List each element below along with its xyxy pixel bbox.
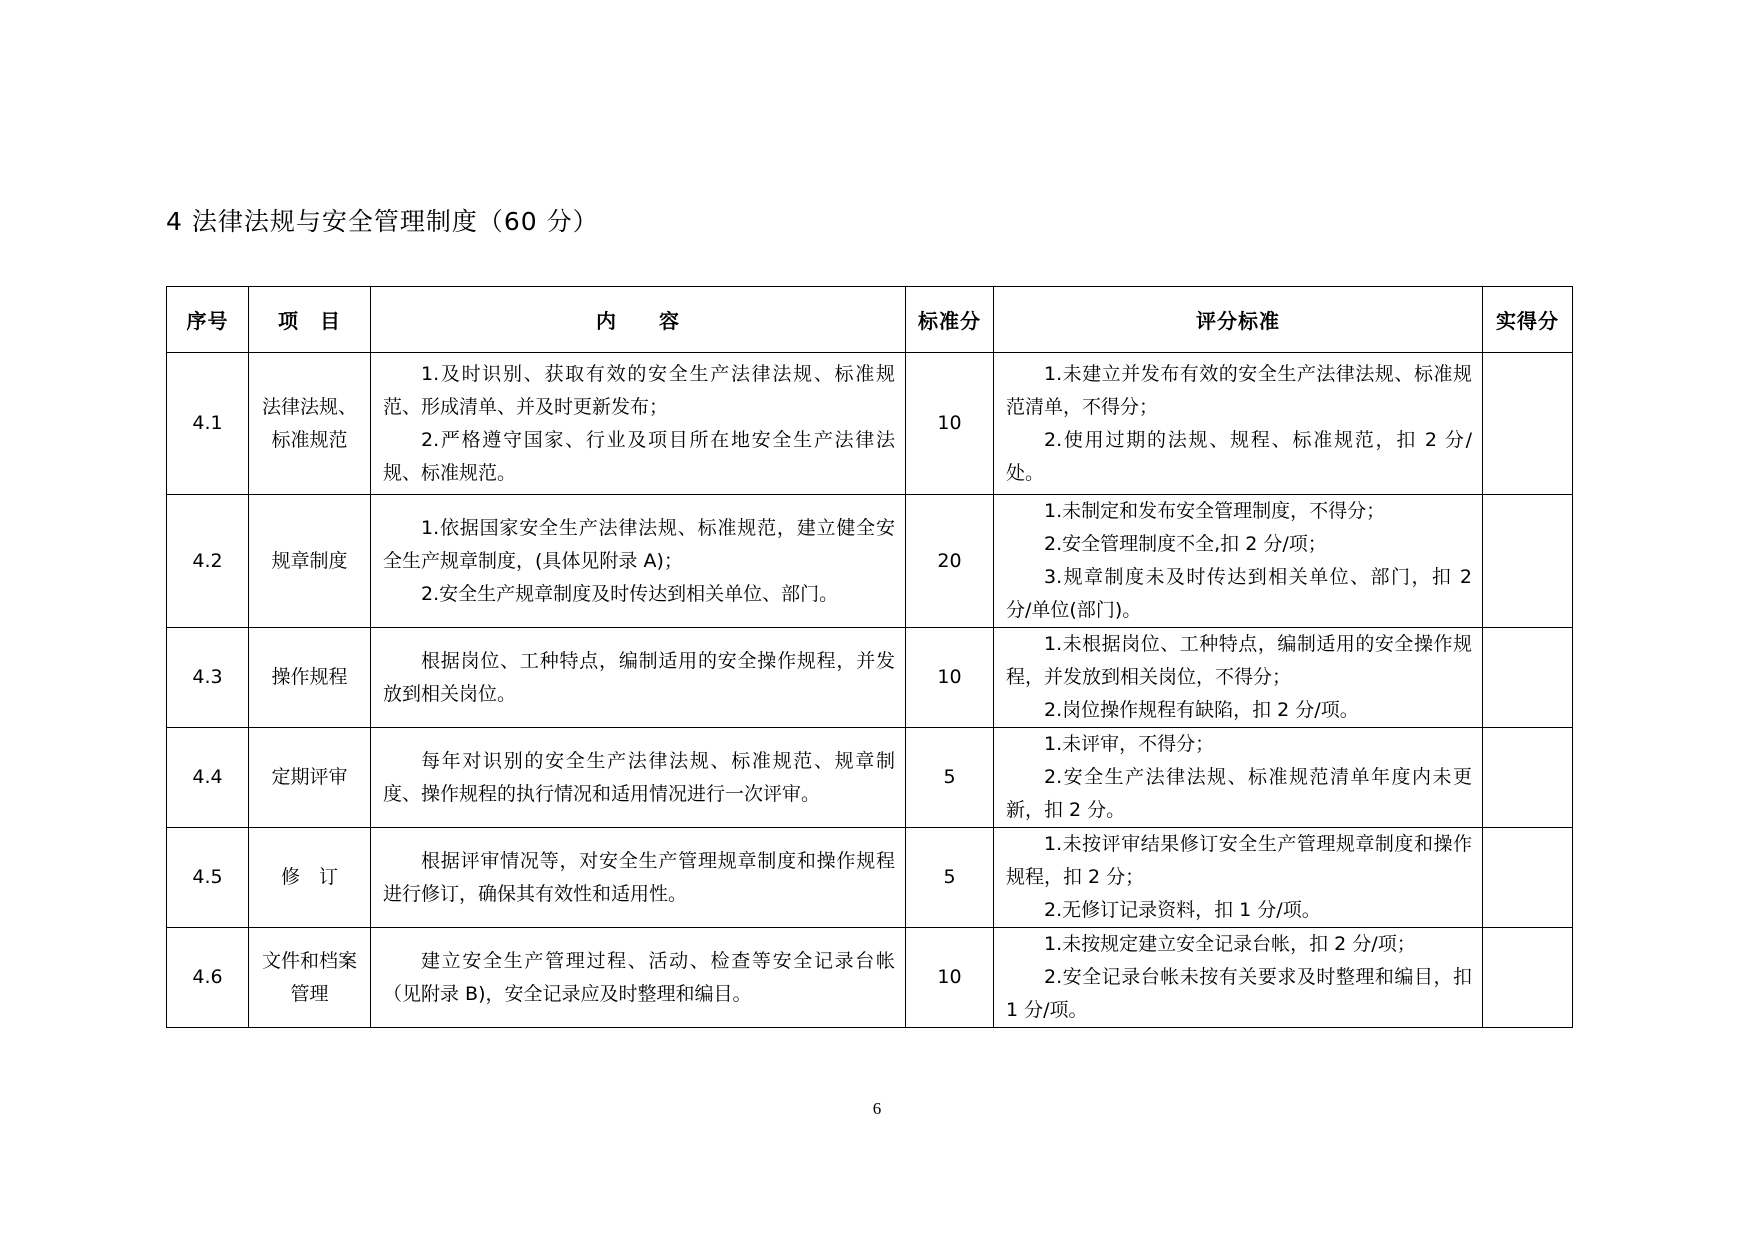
- row-standard-score: 10: [906, 353, 994, 495]
- row-item: [249, 495, 371, 628]
- table-row: [167, 628, 1573, 728]
- row-standard-score: 5: [906, 728, 994, 828]
- row-item: [249, 828, 371, 928]
- row-standard-score: 20: [906, 495, 994, 628]
- table-row: [167, 928, 1573, 1028]
- table-header-row: [167, 287, 1573, 353]
- criteria-paragraph: 1.未按评审结果修订安全生产管理规章制度和操作规程，扣 2 分；: [1006, 833, 1472, 888]
- row-item-label: 法律法规、标准规范: [261, 395, 357, 451]
- content-paragraph: 根据岗位、工种特点，编制适用的安全操作规程，并发放到相关岗位。: [383, 649, 895, 705]
- row-number: 4.4: [167, 728, 249, 828]
- content-paragraph: 2.安全生产规章制度及时传达到相关单位、部门。: [421, 582, 839, 605]
- criteria-paragraph: 1.未评审，不得分；: [1044, 733, 1215, 755]
- criteria-paragraph: 2.无修订记录资料，扣 1 分/项。: [1044, 899, 1321, 921]
- row-item-label: 文件和档案管理: [261, 949, 357, 1005]
- content-paragraph: 1.依据国家安全生产法律法规、标准规范，建立健全安全生产规章制度，(具体见附录 A)；: [383, 516, 895, 572]
- row-content: [371, 828, 906, 928]
- row-item-label: 修 订: [280, 866, 338, 888]
- row-actual-score: [1483, 628, 1573, 728]
- table-row: [167, 353, 1573, 495]
- criteria-paragraph: 2.安全记录台帐未按有关要求及时整理和编目，扣 1 分/项。: [1006, 966, 1472, 1021]
- row-standard-score: 10: [906, 628, 994, 728]
- criteria-paragraph: 1.未根据岗位、工种特点，编制适用的安全操作规程，并发放到相关岗位，不得分；: [1006, 633, 1472, 688]
- row-criteria: [994, 728, 1483, 828]
- row-standard-score: 5: [906, 828, 994, 928]
- table-row: [167, 495, 1573, 628]
- criteria-paragraph: 1.未制定和发布安全管理制度，不得分；: [1044, 500, 1386, 522]
- criteria-paragraph: 1.未按规定建立安全记录台帐，扣 2 分/项；: [1044, 933, 1416, 955]
- criteria-paragraph: 3.规章制度未及时传达到相关单位、部门，扣 2 分/单位(部门)。: [1006, 566, 1472, 621]
- row-criteria: [994, 928, 1483, 1028]
- header-criteria: 评分标准: [994, 287, 1483, 353]
- row-criteria: [994, 828, 1483, 928]
- content-paragraph: 建立安全生产管理过程、活动、检查等安全记录台帐（见附录 B)，安全记录应及时整理和编目。: [383, 949, 895, 1005]
- criteria-paragraph: 1.未建立并发布有效的安全生产法律法规、标准规范清单，不得分；: [1006, 362, 1472, 418]
- page-number: 6: [872, 1099, 882, 1118]
- scoring-table: [166, 286, 1573, 1028]
- header-actual: 实得分: [1483, 287, 1573, 353]
- row-item-label: 定期评审: [271, 766, 348, 788]
- row-actual-score: [1483, 495, 1573, 628]
- criteria-paragraph: 2.安全管理制度不全,扣 2 分/项；: [1044, 533, 1327, 555]
- table-row: [167, 728, 1573, 828]
- content-paragraph: 2.严格遵守国家、行业及项目所在地安全生产法律法规、标准规范。: [383, 428, 895, 484]
- row-number: 4.5: [167, 828, 249, 928]
- row-criteria: [994, 628, 1483, 728]
- row-content: [371, 728, 906, 828]
- row-actual-score: [1483, 353, 1573, 495]
- table-row: [167, 828, 1573, 928]
- row-criteria: [994, 353, 1483, 495]
- row-item: [249, 928, 371, 1028]
- row-number: 4.3: [167, 628, 249, 728]
- row-criteria: [994, 495, 1483, 628]
- row-item: [249, 728, 371, 828]
- row-actual-score: [1483, 928, 1573, 1028]
- row-content: [371, 495, 906, 628]
- header-content: 内 容: [371, 287, 906, 353]
- row-actual-score: [1483, 828, 1573, 928]
- header-item: 项 目: [249, 287, 371, 353]
- row-item-label: 规章制度: [271, 549, 348, 572]
- criteria-paragraph: 2.使用过期的法规、规程、标准规范，扣 2 分/处。: [1006, 428, 1472, 484]
- criteria-paragraph: 2.岗位操作规程有缺陷，扣 2 分/项。: [1044, 699, 1359, 721]
- row-item: [249, 353, 371, 495]
- row-item-label: 操作规程: [271, 666, 348, 688]
- row-item: [249, 628, 371, 728]
- row-number: 4.6: [167, 928, 249, 1028]
- header-num: 序号: [167, 287, 249, 353]
- row-standard-score: 10: [906, 928, 994, 1028]
- row-number: 4.1: [167, 353, 249, 495]
- row-actual-score: [1483, 728, 1573, 828]
- content-paragraph: 1.及时识别、获取有效的安全生产法律法规、标准规范、形成清单、并及时更新发布；: [383, 362, 895, 418]
- content-paragraph: 每年对识别的安全生产法律法规、标准规范、规章制度、操作规程的执行情况和适用情况进行一次评审。: [383, 749, 895, 805]
- row-content: [371, 353, 906, 495]
- table-body: [167, 353, 1573, 1028]
- header-score: 标准分: [906, 287, 994, 353]
- row-number: 4.2: [167, 495, 249, 628]
- row-content: [371, 628, 906, 728]
- section-title: 4 法律法规与安全管理制度（60 分）: [166, 207, 599, 236]
- criteria-paragraph: 2.安全生产法律法规、标准规范清单年度内未更新，扣 2 分。: [1006, 766, 1472, 821]
- content-paragraph: 根据评审情况等，对安全生产管理规章制度和操作规程进行修订，确保其有效性和适用性。: [383, 849, 895, 905]
- row-content: [371, 928, 906, 1028]
